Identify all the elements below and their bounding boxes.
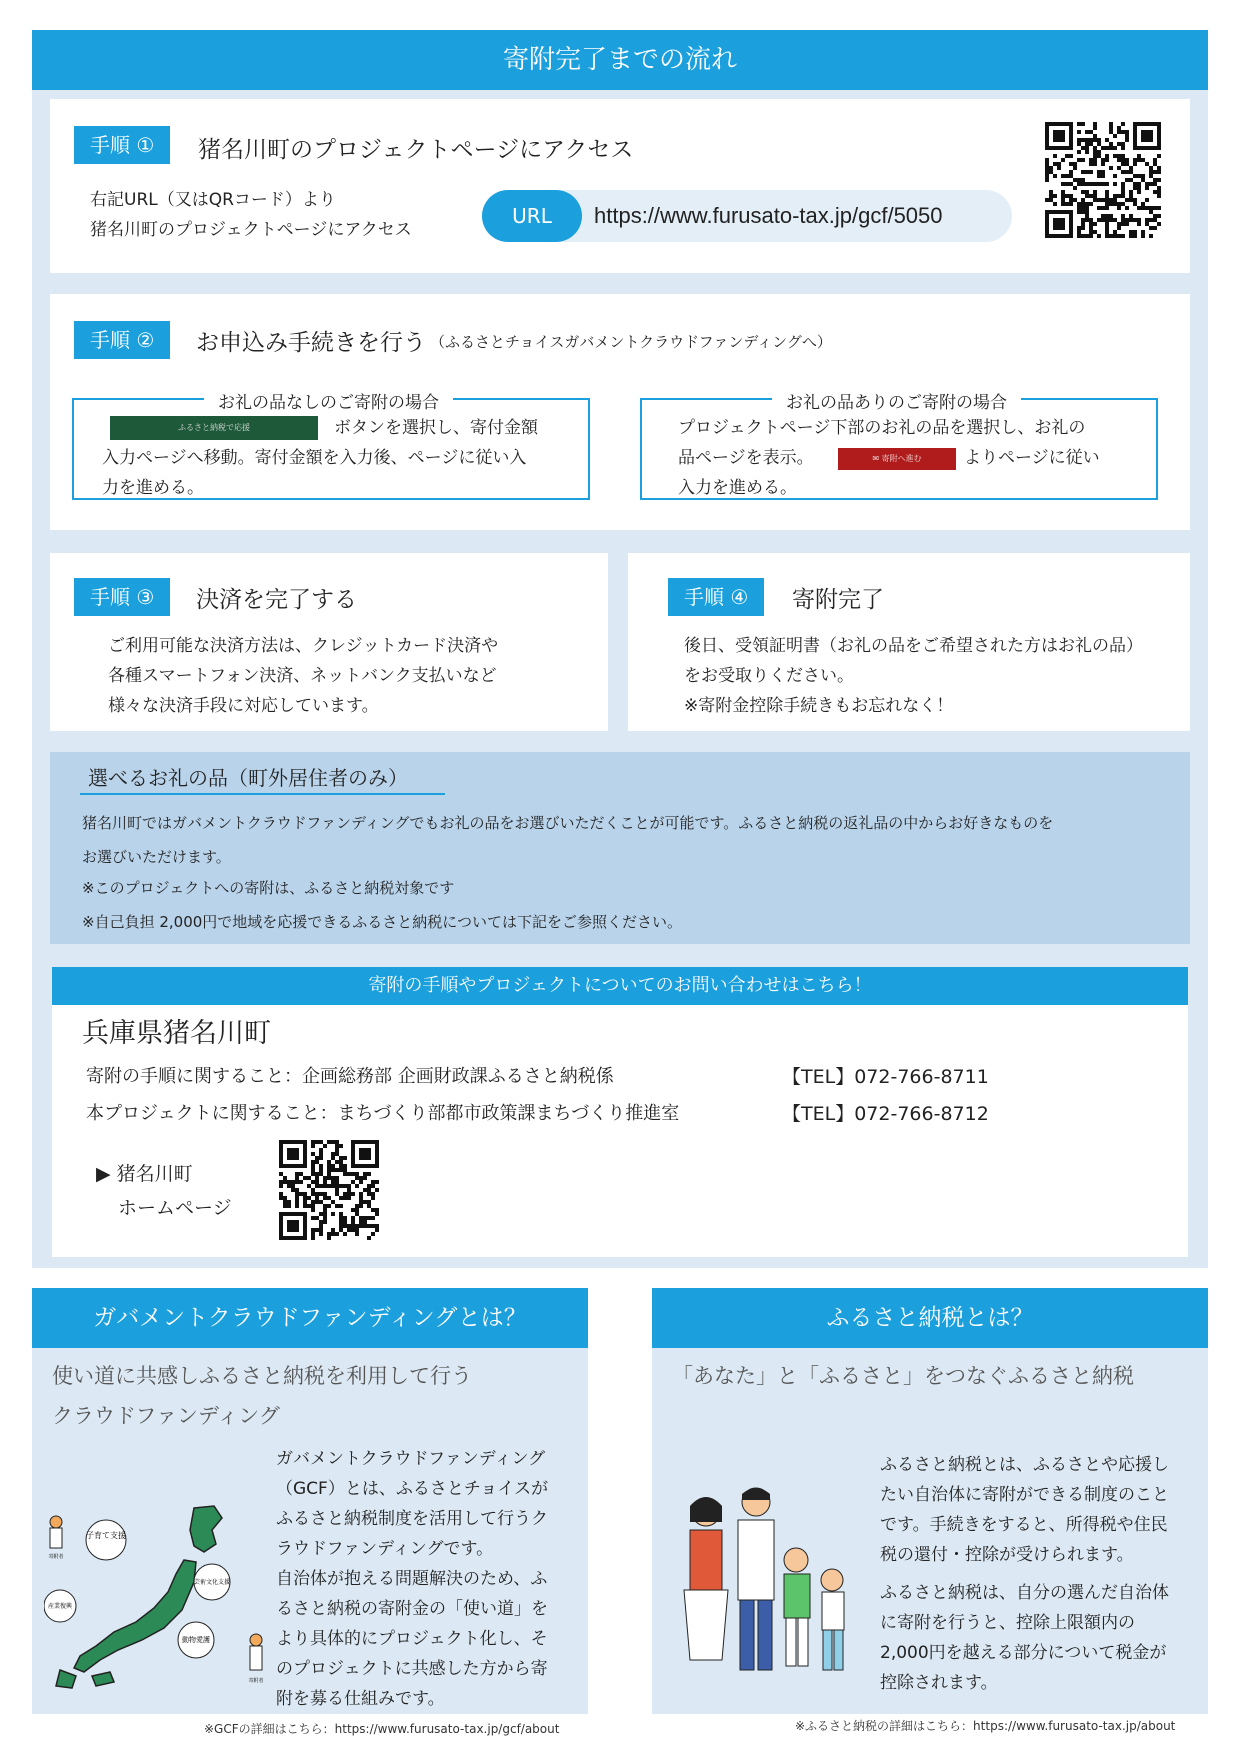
gcf-header-text: ガバメントクラウドファンディングとは？ xyxy=(93,1305,527,1331)
envelope-icon: ✉ xyxy=(872,454,882,463)
illust-label-animals: 動物愛護 xyxy=(182,1636,210,1644)
step4-line3: ※寄附金控除手続きもお忘れなく！ xyxy=(684,696,954,716)
step1-desc-line1: 右記URL（又はQRコード）より xyxy=(90,190,336,210)
url-box[interactable] xyxy=(482,190,1012,242)
illust-label-donor-left: 寄附者 xyxy=(48,1554,64,1560)
step4-badge: 手順 ④ xyxy=(668,578,764,616)
url-pill: URL xyxy=(482,190,582,242)
contact-row1-label: 寄附の手順に関すること：企画総務部 企画財政課ふるさと納税係 xyxy=(86,1066,614,1087)
step2-title: お申込み手続きを行う xyxy=(196,330,426,356)
no-gift-box xyxy=(72,393,590,500)
gifts-line3: ※このプロジェクトへの寄附は、ふるさと納税対象です xyxy=(82,879,455,897)
furusato-footnote[interactable]: ※ふるさと納税の詳細はこちら：https://www.furusato-tax.jp/about xyxy=(795,1719,1176,1733)
gcf-body-line: ラウドファンディングです。 xyxy=(276,1539,494,1559)
step3-badge: 手順 ③ xyxy=(74,578,170,616)
furusato-header-text: ふるさと納税とは？ xyxy=(826,1305,1034,1331)
gcf-body-line: るさと納税の寄附金の「使い道」を xyxy=(276,1599,548,1619)
furusato-body-line: たい自治体に寄附ができる制度のこと xyxy=(880,1485,1169,1505)
furusato-body-line: に寄附を行うと、控除上限額内の xyxy=(880,1613,1135,1633)
gcf-body-line: ふるさと納税制度を活用して行うク xyxy=(276,1509,548,1529)
proceed-donation-label: 寄附へ進む xyxy=(881,454,922,463)
furusato-body-line: です。手続きをすると、所得税や住民 xyxy=(880,1515,1168,1535)
gcf-body-line: のプロジェクトに共感した方から寄 xyxy=(276,1659,548,1679)
step3-line2: 各種スマートフォン決済、ネットバンク支払いなど xyxy=(108,666,497,686)
family-illustration xyxy=(672,1480,872,1690)
step1-badge: 手順 ① xyxy=(74,126,170,164)
project-qr-code[interactable] xyxy=(1045,122,1161,238)
gift-line2a: 品ページを表示。 xyxy=(678,448,814,468)
no-gift-legend: お礼の品なしのご寄附の場合 xyxy=(204,388,453,413)
step2-subtitle: （ふるさとチョイスガバメントクラウドファンディングへ） xyxy=(430,333,832,351)
step3-card xyxy=(50,553,608,731)
gcf-footnote[interactable]: ※GCFの詳細はこちら：https://www.furusato-tax.jp/gcf/about xyxy=(204,1722,560,1736)
no-gift-line2: 入力ページへ移動。寄付金額を入力後、ページに従い入 xyxy=(102,448,527,468)
step3-line3: 様々な決済手段に対応しています。 xyxy=(108,696,379,716)
homepage-line2[interactable]: ホームページ xyxy=(118,1197,232,1219)
furusato-body-line: 2,000円を越える部分について税金が xyxy=(880,1643,1167,1663)
furusato-body-line: 控除されます。 xyxy=(880,1673,998,1693)
step4-line1: 後日、受領証明書（お礼の品をご希望された方はお礼の品） xyxy=(684,636,1143,656)
gcf-body-line: 附を募る仕組みです。 xyxy=(276,1689,445,1709)
gcf-body-line: より具体的にプロジェクト化し、そ xyxy=(276,1629,548,1649)
gifts-line2: お選びいただけます。 xyxy=(82,848,231,866)
furusato-body-line: ふるさと納税は、自分の選んだ自治体 xyxy=(880,1583,1169,1603)
furusato-body xyxy=(880,1450,1200,1698)
furusato-body-line: 税の還付・控除が受けられます。 xyxy=(880,1545,1134,1565)
step2-badge: 手順 ② xyxy=(74,321,170,359)
gifts-line4: ※自己負担 2,000円で地域を応援できるふるさと納税については下記をご参照ください。 xyxy=(82,913,682,931)
gifts-panel xyxy=(50,752,1190,944)
gcf-subtitle-line1: 使い道に共感しふるさと納税を利用して行う xyxy=(52,1364,472,1388)
gifts-title: 選べるお礼の品（町外居住者のみ） xyxy=(88,766,408,790)
illust-label-arts: 芸術文化支援 xyxy=(193,1579,231,1586)
gift-legend: お礼の品ありのご寄附の場合 xyxy=(772,388,1021,413)
contact-header-text: 寄附の手順やプロジェクトについてのお問い合わせはこちら！ xyxy=(368,975,872,996)
step1-title: 猪名川町のプロジェクトページにアクセス xyxy=(198,137,634,163)
step3-title: 決済を完了する xyxy=(196,587,357,613)
no-gift-line1: ボタンを選択し、寄付金額 xyxy=(334,418,538,438)
contact-card xyxy=(52,1005,1188,1257)
contact-row2-tel[interactable]: 【TEL】072-766-8712 xyxy=(782,1103,989,1125)
step1-desc-line2: 猪名川町のプロジェクトページにアクセス xyxy=(90,220,412,240)
contact-row2-label: 本プロジェクトに関すること：まちづくり部都市政策課まちづくり推進室 xyxy=(86,1103,680,1124)
no-gift-line3: 力を進める。 xyxy=(102,478,204,498)
illust-label-donor-right: 寄附者 xyxy=(248,1678,264,1684)
gifts-line1: 猪名川町ではガバメントクラウドファンディングでもお礼の品をお選びいただくことが可能です。ふるさと納税の返礼品の中からお好きなものを xyxy=(82,814,1054,832)
gift-box xyxy=(640,393,1158,500)
gcf-body-line: （GCF）とは、ふるさとチョイスが xyxy=(276,1479,549,1499)
gcf-body-line: 自治体が抱える問題解決のため、ふ xyxy=(276,1569,548,1589)
furusato-body-line: ふるさと納税とは、ふるさとや応援し xyxy=(880,1455,1169,1475)
japan-map-illustration xyxy=(44,1500,274,1690)
url-text[interactable]: https://www.furusato-tax.jp/gcf/5050 xyxy=(594,203,943,228)
contact-row1-tel[interactable]: 【TEL】072-766-8711 xyxy=(782,1066,989,1088)
proceed-donation-button[interactable] xyxy=(838,448,956,470)
homepage-line1[interactable]: ▶ 猪名川町 xyxy=(96,1163,193,1185)
step4-title: 寄附完了 xyxy=(792,587,884,613)
furusato-support-button[interactable]: ふるさと納税で応援 xyxy=(110,416,318,440)
furusato-subtitle: 「あなた」と「ふるさと」をつなぐふるさと納税 xyxy=(672,1364,1134,1388)
gift-line3: 入力を進める。 xyxy=(678,478,797,498)
step4-card xyxy=(628,553,1190,731)
step1-card xyxy=(50,99,1190,273)
illust-label-childcare: 子育て支援 xyxy=(86,1531,126,1540)
illust-label-industry: 産業復興 xyxy=(47,1603,73,1610)
gift-line2b: よりページに従い xyxy=(964,448,1100,468)
step2-card xyxy=(50,294,1190,530)
gcf-body xyxy=(276,1444,576,1714)
step4-line2: をお受取りください。 xyxy=(684,666,854,686)
homepage-qr-code[interactable] xyxy=(279,1140,379,1240)
gifts-title-underline xyxy=(80,793,445,795)
flow-title: 寄附完了までの流れ xyxy=(502,45,737,75)
town-name: 兵庫県猪名川町 xyxy=(82,1018,271,1049)
gift-line1: プロジェクトページ下部のお礼の品を選択し、お礼の xyxy=(678,418,1086,438)
gcf-body-line: ガバメントクラウドファンディング xyxy=(276,1449,546,1469)
step3-line1: ご利用可能な決済方法は、クレジットカード決済や xyxy=(108,636,499,656)
gcf-subtitle-line2: クラウドファンディング xyxy=(52,1404,280,1428)
